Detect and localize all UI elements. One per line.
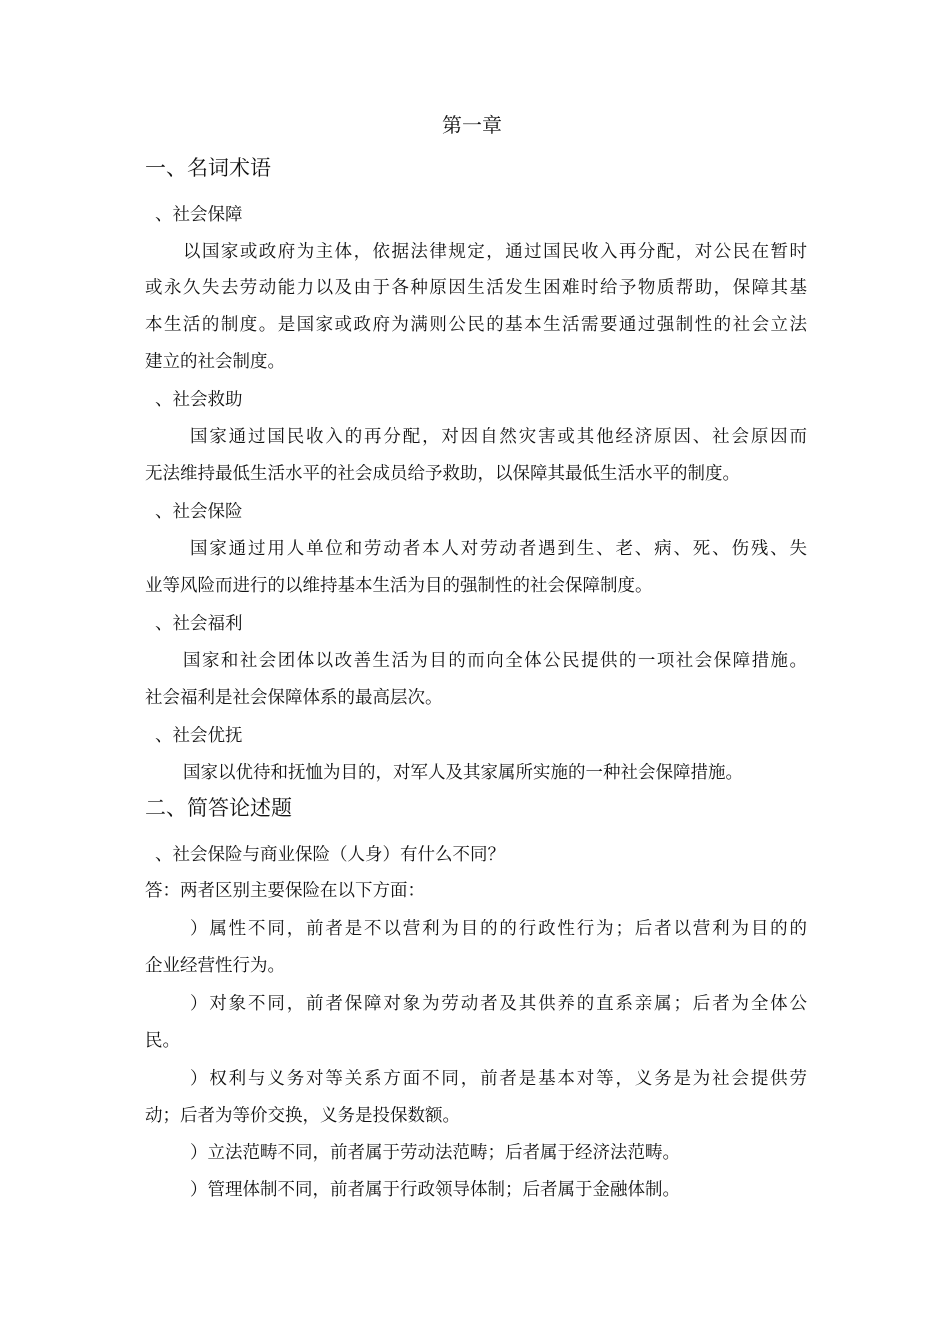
term-label-social-insurance: 、社会保险	[155, 502, 243, 522]
term-definition-line: 以国家或政府为主体，依据法律规定，通过国民收入再分配，对公民在暂时	[183, 242, 807, 262]
term-label-social-assistance: 、社会救助	[155, 390, 243, 410]
term-definition-line: 建立的社会制度。	[145, 352, 285, 372]
answer-point-line: ）权利与义务对等关系方面不同，前者是基本对等，义务是为社会提供劳	[190, 1069, 807, 1089]
answer-point-line: ）属性不同，前者是不以营利为目的的行政性行为；后者以营利为目的的	[190, 919, 807, 939]
term-definition-line: 国家通过国民收入的再分配，对因自然灾害或其他经济原因、社会原因而	[190, 427, 807, 447]
term-label-social-welfare: 、社会福利	[155, 614, 243, 634]
section-heading-terms: 一、名词术语	[145, 156, 271, 180]
term-definition-line: 本生活的制度。是国家或政府为满则公民的基本生活需要通过强制性的社会立法	[145, 315, 807, 335]
term-definition-line: 国家通过用人单位和劳动者本人对劳动者遇到生、老、病、死、伤残、失	[190, 539, 807, 559]
answer-point-line: 动；后者为等价交换，义务是投保数额。	[145, 1106, 460, 1126]
term-definition-line: 无法维持最低生活水平的社会成员给予救助，以保障其最低生活水平的制度。	[145, 464, 740, 484]
section-heading-questions: 二、简答论述题	[145, 796, 292, 820]
answer-point-line: ）立法范畴不同，前者属于劳动法范畴；后者属于经济法范畴。	[190, 1143, 680, 1163]
term-label-social-security: 、社会保障	[155, 205, 243, 225]
answer-point-line: ）管理体制不同，前者属于行政领导体制；后者属于金融体制。	[190, 1180, 680, 1200]
term-label-social-preferential: 、社会优抚	[155, 726, 243, 746]
question-text: 、社会保险与商业保险（人身）有什么不同？	[155, 845, 505, 865]
answer-point-line: 民。	[145, 1031, 180, 1051]
answer-intro: 答：两者区别主要保险在以下方面：	[145, 881, 425, 901]
term-definition-line: 国家和社会团体以改善生活为目的而向全体公民提供的一项社会保障措施。	[183, 651, 807, 671]
term-definition-line: 社会福利是社会保障体系的最高层次。	[145, 688, 443, 708]
answer-point-line: 企业经营性行为。	[145, 956, 285, 976]
term-definition-line: 或永久失去劳动能力以及由于各种原因生活发生困难时给予物质帮助，保障其基	[145, 278, 807, 298]
answer-point-line: ）对象不同，前者保障对象为劳动者及其供养的直系亲属；后者为全体公	[190, 994, 807, 1014]
term-definition-line: 国家以优待和抚恤为目的，对军人及其家属所实施的一种社会保障措施。	[183, 763, 743, 783]
term-definition-line: 业等风险而进行的以维持基本生活为目的强制性的社会保障制度。	[145, 576, 653, 596]
chapter-title: 第一章	[442, 113, 502, 137]
